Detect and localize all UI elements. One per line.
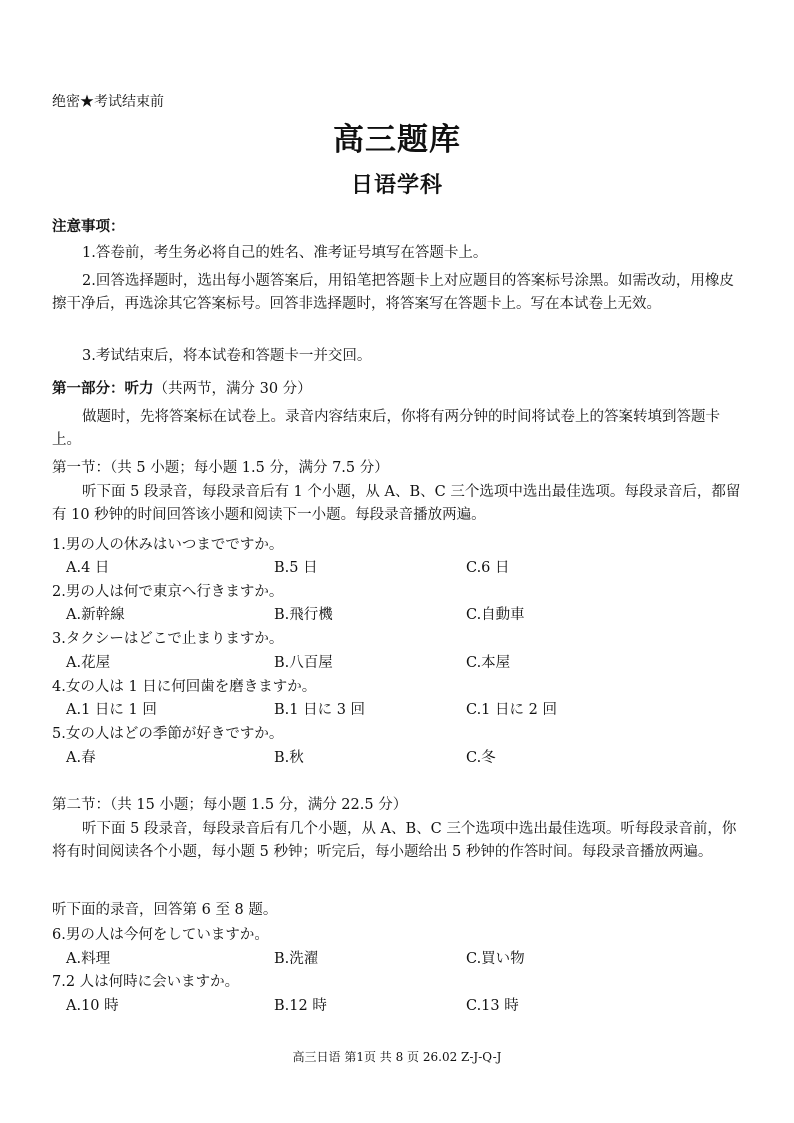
note-item-1: 1.答卷前，考生务必将自己的姓名、准考证号填写在答题卡上。 (82, 245, 488, 261)
q6-option-c: C.買い物 (466, 951, 525, 967)
note-item-3: 3.考试结束后，将本试卷和答题卡一并交回。 (82, 348, 372, 364)
confidential-label: 绝密★考试结束前 (52, 94, 164, 110)
question-1: 1.男の人の休みはいつまでですか。 (52, 537, 284, 553)
q5-option-a: A.春 (66, 750, 96, 766)
q1-option-b: B.5 日 (274, 560, 318, 576)
question-7: 7.2 人は何時に会いますか。 (52, 974, 240, 990)
q4-option-c: C.1 日に 2 回 (466, 702, 557, 718)
q1-option-c: C.6 日 (466, 560, 510, 576)
notes-heading: 注意事项： (52, 218, 125, 235)
section1-instructions: 听下面 5 段录音，每段录音后有 1 个小题，从 A、B、C 三个选项中选出最佳选项。每段录音后，都留有 10 秒钟的时间回答该小题和阅读下一小题。每段录音播放两遍。 (52, 484, 741, 523)
part1-instructions: 做题时，先将答案标在试卷上。录音内容结束后，你将有两分钟的时间将试卷上的答案转填到答题卡上。 (52, 409, 720, 448)
q7-option-c: C.13 時 (466, 998, 519, 1014)
section2-heading: 第二节：（共 15 小题；每小题 1.5 分，满分 22.5 分） (52, 797, 408, 813)
part1-heading (52, 377, 312, 398)
section1-heading: 第一节：（共 5 小题；每小题 1.5 分，满分 7.5 分） (52, 460, 389, 476)
q4-option-a: A.1 日に 1 回 (66, 702, 157, 718)
q2-option-b: B.飛行機 (274, 607, 333, 623)
q3-option-b: B.八百屋 (274, 655, 333, 671)
page-title: 高三题库 (333, 122, 461, 158)
part1-heading-title: 第一部分：听力 (52, 380, 154, 397)
note-item-2: 2.回答选择题时，选出每小题答案后，用铅笔把答题卡上对应题目的答案标号涂黑。如需改动，用橡皮擦干净后，再选涂其它答案标号。回答非选择题时，将答案写在答题卡上。写在本试卷上无效。 (52, 273, 734, 312)
q2-option-a: A.新幹線 (66, 607, 125, 623)
q7-option-a: A.10 時 (66, 998, 119, 1014)
question-6: 6.男の人は今何をしていますか。 (52, 927, 269, 943)
page-footer: 高三日语 第1页 共 8 页 26.02 Z-J-Q-J (292, 1050, 502, 1064)
group-intro: 听下面的录音，回答第 6 至 8 题。 (52, 902, 278, 918)
q5-option-b: B.秋 (274, 750, 304, 766)
q5-option-c: C.冬 (466, 750, 496, 766)
question-4: 4.女の人は 1 日に何回歯を磨きますか。 (52, 679, 317, 695)
section2-instructions: 听下面 5 段录音，每段录音后有几个小题，从 A、B、C 三个选项中选出最佳选项。听每段录音前，你将有时间阅读各个小题，每小题 5 秒钟；听完后，每小题给出 5 秒钟的作答时间。每段录音播放两遍。 (52, 821, 737, 860)
q2-option-c: C.自動車 (466, 607, 525, 623)
q1-option-a: A.4 日 (66, 560, 110, 576)
question-3: 3.タクシーはどこで止まりますか。 (52, 631, 284, 647)
question-2: 2.男の人は何で東京へ行きますか。 (52, 584, 284, 600)
q6-option-b: B.洗濯 (274, 951, 319, 967)
part1-heading-detail: （共两节，满分 30 分） (153, 381, 312, 397)
q7-option-b: B.12 時 (274, 998, 327, 1014)
q4-option-b: B.1 日に 3 回 (274, 702, 366, 718)
q3-option-c: C.本屋 (466, 655, 511, 671)
page-subtitle: 日语学科 (350, 172, 443, 198)
question-5: 5.女の人はどの季節が好きですか。 (52, 726, 284, 742)
q6-option-a: A.料理 (66, 951, 111, 967)
q3-option-a: A.花屋 (66, 655, 111, 671)
